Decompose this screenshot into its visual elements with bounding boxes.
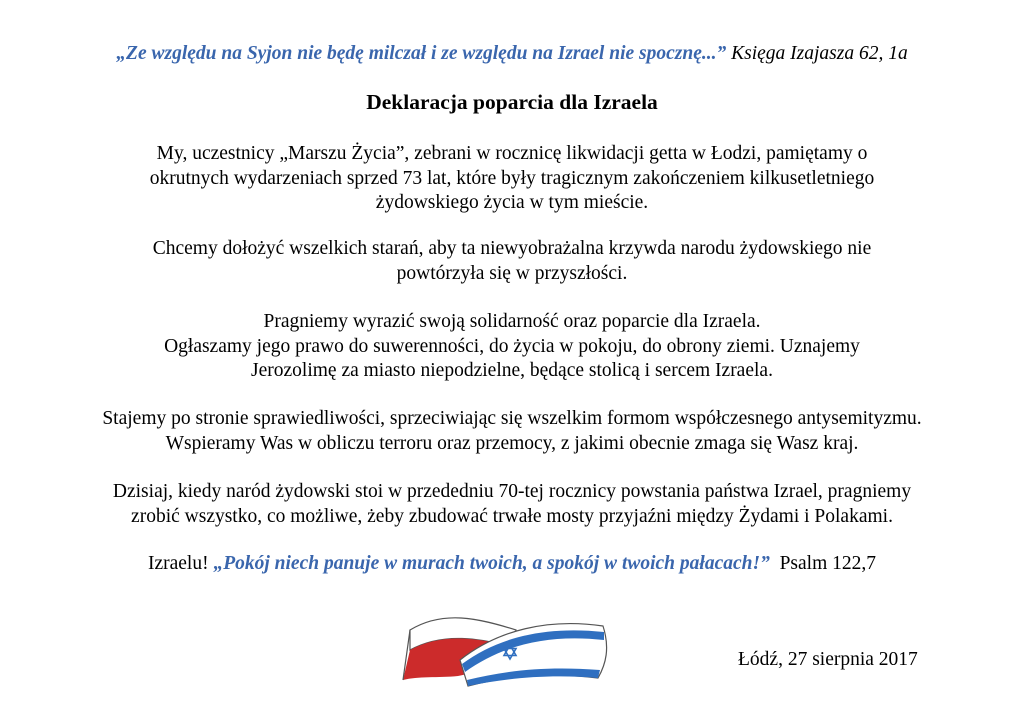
closing-quote: „Pokój niech panuje w murach twoich, a spokój w twoich pałacach!” — [213, 553, 770, 574]
epigraph-quote: „Ze względu na Syjon nie będę milczał i ze względu na Izrael nie spocznę...” — [116, 43, 727, 64]
text-line: Ogłaszamy jego prawo do suwerenności, do życia w pokoju, do obrony ziemi. Uznajemy — [164, 335, 860, 357]
text-line: Jerozolimę za miasto niepodzielne, będące stolicą i sercem Izraela. — [251, 360, 773, 381]
text-line: Stajemy po stronie sprawiedliwości, sprzeciwiając się wszelkim formom współczesnego antysemityzmu. — [102, 408, 922, 429]
closing-source: Psalm 122,7 — [779, 553, 877, 574]
paragraph-remembrance — [0, 142, 1024, 216]
paragraph-solidarity — [0, 310, 1024, 384]
epigraph-source: Księga Izajasza 62, 1a — [731, 43, 908, 64]
paragraph-never-again — [0, 237, 1024, 286]
text-line: żydowskiego życia w tym mieście. — [375, 192, 649, 213]
closing-prefix: Izraelu! — [147, 553, 209, 574]
paragraph-justice — [0, 407, 1024, 456]
epigraph — [0, 42, 1024, 66]
polish-israeli-flags-logo-icon — [398, 600, 618, 690]
place-and-date: Łódź, 27 sierpnia 2017 — [738, 649, 918, 670]
text-line: My, uczestnicy „Marszu Życia”, zebrani w rocznicę likwidacji getta w Łodzi, pamiętamy o — [156, 143, 868, 164]
text-line: Dzisiaj, kiedy naród żydowski stoi w przededniu 70-tej rocznicy powstania państwa Izrael, pragniemy — [112, 481, 912, 502]
text-line: okrutnych wydarzeniach sprzed 73 lat, które były tragicznym zakończeniem kilkusetletniego — [149, 167, 875, 189]
text-line: Pragniemy wyrazić swoją solidarność oraz poparcie dla Izraela. — [263, 311, 761, 332]
paragraph-friendship — [0, 480, 1024, 529]
document-title: Deklaracja poparcia dla Izraela — [366, 90, 658, 114]
closing-line — [0, 552, 1024, 576]
text-line: Wspieramy Was w obliczu terroru oraz przemocy, z jakimi obecnie zmaga się Wasz kraj. — [165, 432, 859, 454]
text-line: zrobić wszystko, co możliwe, żeby zbudować trwałe mosty przyjaźni między Żydami i Polakami. — [131, 505, 893, 527]
text-line: powtórzyła się w przyszłości. — [396, 262, 628, 284]
text-line: Chcemy dołożyć wszelkich starań, aby ta niewyobrażalna krzywda narodu żydowskiego nie — [152, 238, 872, 259]
